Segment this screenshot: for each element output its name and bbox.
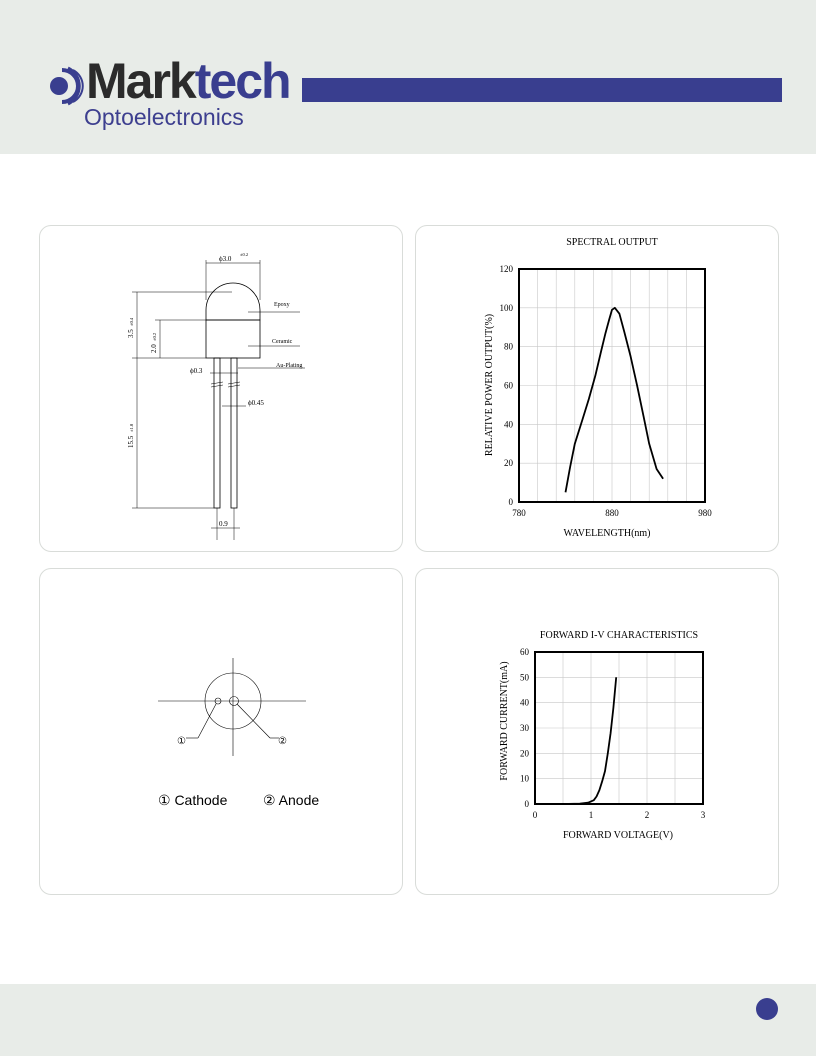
y-tick-label: 40 [504, 419, 513, 430]
chart-title: SPECTRAL OUTPUT [566, 237, 658, 248]
dim-lead-diameter: ϕ0.3 [190, 367, 203, 375]
y-tick-label: 10 [520, 773, 529, 784]
y-tick-label: 30 [520, 723, 529, 733]
label-epoxy: Epoxy [274, 302, 290, 308]
x-axis-label: WAVELENGTH(nm) [563, 528, 651, 539]
series-line [535, 677, 616, 804]
y-axis-label: RELATIVE POWER OUTPUT(%) [484, 313, 495, 457]
x-tick-label: 880 [605, 508, 619, 518]
x-axis-label: FORWARD VOLTAGE(V) [562, 830, 674, 841]
dim-width-tolerance: ±0.2 [240, 252, 249, 257]
dim-lead-length-tolerance: ±1.0 [129, 423, 134, 432]
y-tick-label: 20 [520, 748, 529, 759]
dim-lead-pitch: 0.9 [219, 520, 228, 528]
footer-band [0, 984, 816, 1056]
page-marker-dot [756, 998, 778, 1020]
y-tick-label: 20 [504, 458, 513, 469]
y-tick-label: 0 [524, 799, 529, 809]
x-tick-label: 0 [532, 810, 538, 820]
x-tick-label: 980 [698, 508, 712, 518]
y-tick-label: 120 [499, 264, 513, 274]
pin-2-legend: ② Anode [263, 792, 320, 808]
pin-1-marker: ① [177, 736, 186, 747]
dim-total-height: 3.5 [127, 329, 135, 338]
dim-width: ϕ3.0 [219, 255, 232, 263]
y-tick-label: 40 [520, 697, 529, 708]
y-tick-label: 80 [504, 341, 513, 352]
label-au-plating: Au-Plating [276, 363, 303, 369]
dim-total-tolerance: ±0.4 [129, 317, 134, 326]
logo-word-tech: tech [194, 53, 290, 109]
logo-subtitle: Optoelectronics [84, 104, 244, 130]
label-ceramic: Ceramic [272, 339, 293, 345]
y-axis-label: FORWARD CURRENT(mA) [499, 661, 510, 781]
y-tick-label: 100 [499, 302, 513, 313]
x-tick-label: 2 [644, 810, 650, 820]
y-tick-label: 50 [520, 672, 529, 683]
chart-title: FORWARD I-V CHARACTERISTICS [539, 630, 699, 641]
dim-lens-height: 2.0 [150, 344, 158, 353]
x-tick-label: 3 [700, 810, 706, 820]
logo-word-mark: Mark [86, 53, 195, 109]
y-tick-label: 0 [508, 497, 513, 507]
y-tick-label: 60 [504, 380, 513, 391]
pin-2-marker: ② [278, 736, 287, 747]
x-tick-label: 780 [512, 508, 526, 518]
dim-lens-tolerance: ±0.2 [152, 332, 157, 341]
dim-lead-diameter-2: ϕ0.45 [248, 399, 264, 407]
pin-1-legend: ① Cathode [158, 792, 228, 808]
y-tick-label: 60 [520, 647, 529, 657]
dim-lead-length: 15.5 [127, 435, 135, 448]
x-tick-label: 1 [588, 810, 594, 820]
